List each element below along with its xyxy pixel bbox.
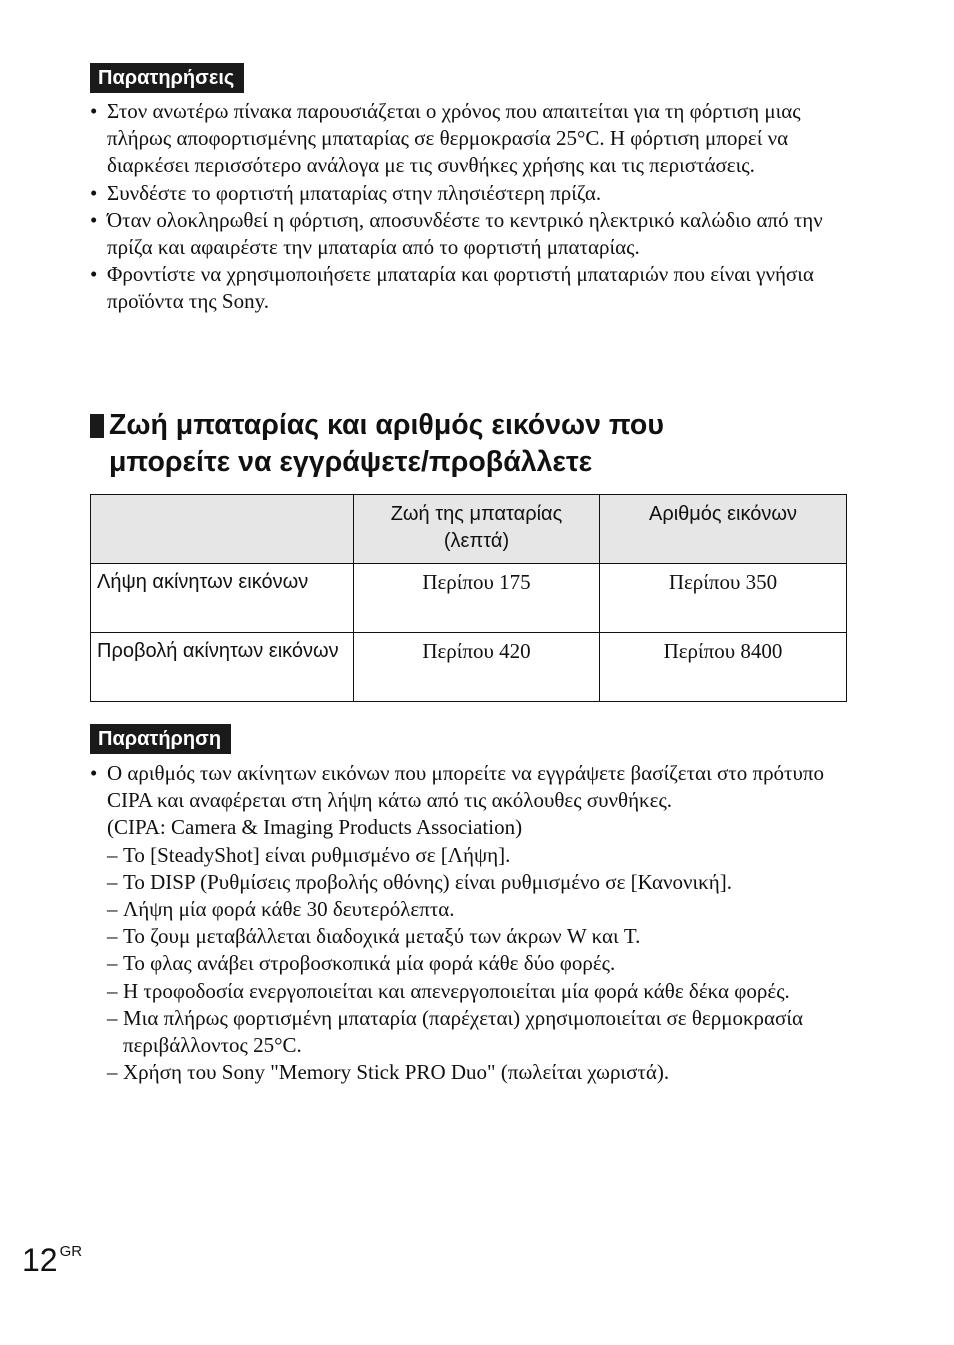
table-header-empty <box>91 495 354 564</box>
section-heading <box>90 407 850 481</box>
condition-item: – Λήψη μία φορά κάθε 30 δευτερόλεπτα. <box>90 896 850 923</box>
heading-line-2: μπορείτε να εγγράψετε/προβάλλετε <box>109 446 593 478</box>
table-header-battery-life: Ζωή της μπαταρίας (λεπτά) <box>354 495 600 564</box>
condition-item: – Το ζουμ μεταβάλλεται διαδοχικά μεταξύ των άκρων W και T. <box>90 923 850 950</box>
page-number <box>22 1232 82 1280</box>
condition-item: – Το DISP (Ρυθμίσεις προβολής οθόνης) είναι ρυθμισμένο σε [Κανονική]. <box>90 869 850 896</box>
table-header-row <box>91 495 847 564</box>
table-cell-image-count: Περίπου 350 <box>600 564 847 633</box>
battery-life-table <box>90 494 847 702</box>
condition-item: – Μια πλήρως φορτισμένη μπαταρία (παρέχεται) χρησιμοποιείται σε θερμοκρασία περιβάλλοντος 25°C. <box>90 1005 850 1059</box>
note-list <box>90 760 850 1086</box>
note-item-genuine-sony: • Φροντίστε να χρησιμοποιήσετε μπαταρία και φορτιστή μπαταριών που είναι γνήσια προϊόντα της Sony. <box>90 261 850 315</box>
page-number-value: 12 <box>22 1242 58 1278</box>
note-item-cipa-standard: • Ο αριθμός των ακίνητων εικόνων που μπορείτε να εγγράψετε βασίζεται στο πρότυπο CIPA και αναφέρεται στη λήψη κάτω από τις ακόλουθες συνθήκες. <box>90 760 850 814</box>
condition-item: – Η τροφοδοσία ενεργοποιείται και απενεργοποιείται μία φορά κάθε δέκα φορές. <box>90 978 850 1005</box>
note-item-disconnect: • Όταν ολοκληρωθεί η φόρτιση, αποσυνδέστε το κεντρικό ηλεκτρικό καλώδιο από την πρίζα και αφαιρέστε την μπαταρία από το φορτιστή μπαταρίας. <box>90 207 850 261</box>
condition-item: – Το φλας ανάβει στροβοσκοπικά μία φορά κάθε δύο φορές. <box>90 950 850 977</box>
condition-item: – Το [SteadyShot] είναι ρυθμισμένο σε [Λήψη]. <box>90 842 850 869</box>
table-cell-battery-life: Περίπου 420 <box>354 633 600 702</box>
condition-item: – Χρήση του Sony "Memory Stick PRO Duo" (πωλείται χωριστά). <box>90 1059 850 1086</box>
note-badge: Παρατήρηση <box>90 724 231 754</box>
table-header-image-count: Αριθμός εικόνων <box>600 495 847 564</box>
note-item-charging-time: • Στον ανωτέρω πίνακα παρουσιάζεται ο χρόνος που απαιτείται για τη φόρτιση μιας πλήρως αποφορτισμένης μπαταρίας σε θερμοκρασία 25°C. Η φόρτιση μπορεί να διαρκέσει περισσότερο ανάλογα με τις συνθήκες χρήσης και τις περιστάσεις. <box>90 98 850 180</box>
table-cell-image-count: Περίπου 8400 <box>600 633 847 702</box>
notes-list <box>90 98 850 316</box>
page-language-code: GR <box>59 1243 83 1260</box>
table-row-label: Λήψη ακίνητων εικόνων <box>91 564 354 633</box>
table-row <box>91 564 847 633</box>
heading-line-1: Ζωή μπαταρίας και αριθμός εικόνων που <box>109 409 664 441</box>
notes-badge: Παρατηρήσεις <box>90 63 244 93</box>
table-cell-battery-life: Περίπου 175 <box>354 564 600 633</box>
table-row-label: Προβολή ακίνητων εικόνων <box>91 633 354 702</box>
cipa-definition: (CIPA: Camera & Imaging Products Association) <box>107 815 523 840</box>
heading-marker-icon <box>90 414 104 438</box>
table-row <box>91 633 847 702</box>
note-item-outlet: • Συνδέστε το φορτιστή μπαταρίας στην πλησιέστερη πρίζα. <box>90 180 850 207</box>
